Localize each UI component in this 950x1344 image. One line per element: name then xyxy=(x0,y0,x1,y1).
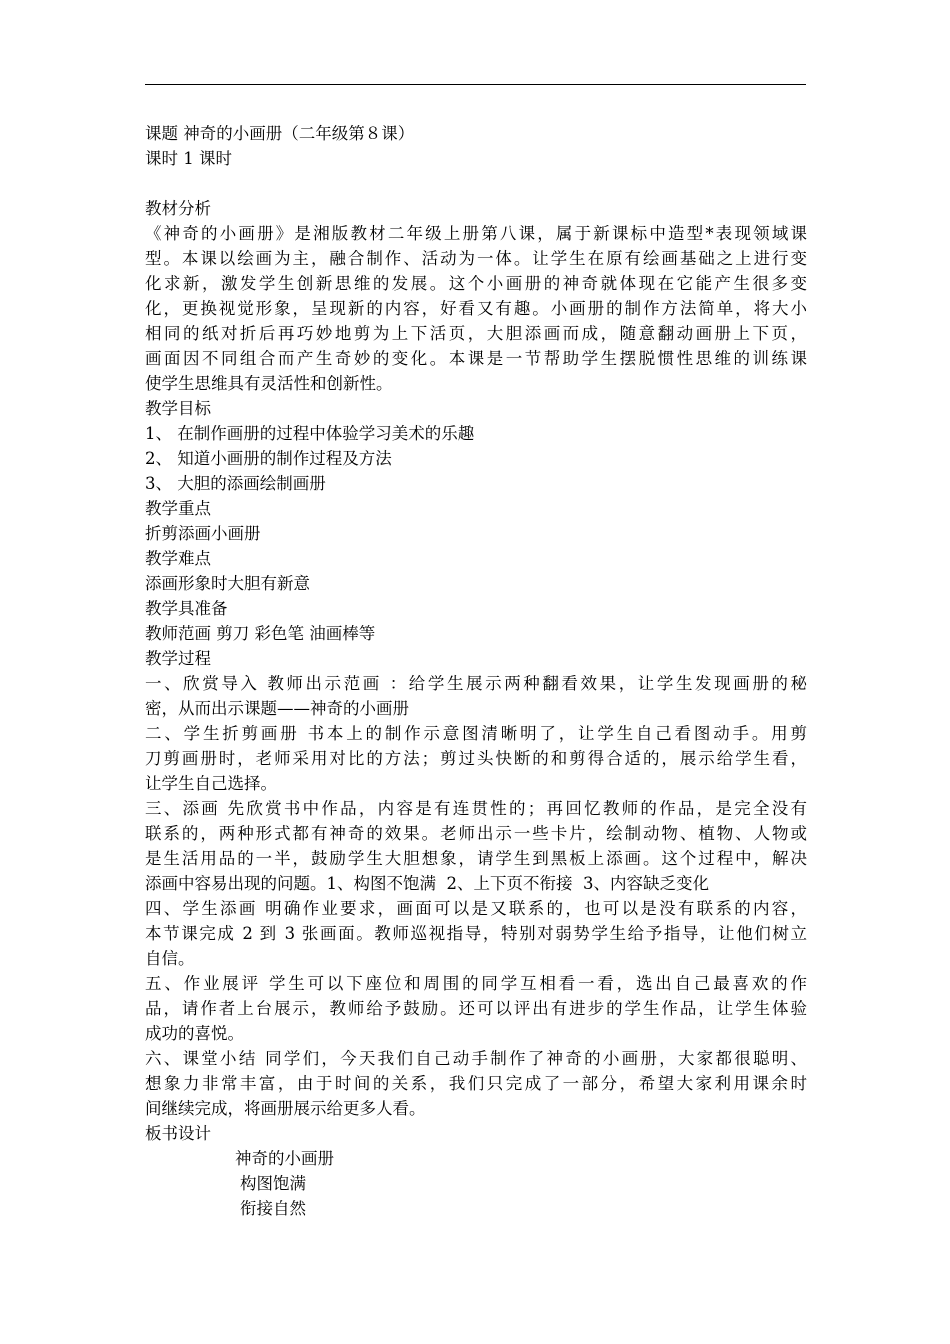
goal-item: 2、 知道小画册的制作过程及方法 xyxy=(145,449,392,468)
analysis-line: 《神奇的小画册》是湘版教材二年级上册第八课，属于新课标中造型*表现领域课 xyxy=(145,224,807,243)
analysis-line: 化，更换视觉形象，呈现新的内容，好看又有趣。小画册的制作方法简单，将大小 xyxy=(145,299,807,318)
process-heading: 教学过程 xyxy=(145,649,211,668)
analysis-line: 画面因不同组合而产生奇妙的变化。本课是一节帮助学生摆脱惯性思维的训练课 xyxy=(145,349,807,368)
analysis-line: 使学生思维具有灵活性和创新性。 xyxy=(145,374,393,393)
process-line: 五、作业展评 学生可以下座位和周围的同学互相看一看，选出自己最喜欢的作 xyxy=(145,974,807,993)
process-line: 成功的喜悦。 xyxy=(145,1024,244,1043)
process-line: 间继续完成，将画册展示给更多人看。 xyxy=(145,1099,426,1118)
board-item: 构图饱满 xyxy=(240,1174,306,1193)
document-body xyxy=(145,121,807,1221)
analysis-line: 型。本课以绘画为主，融合制作、活动为一体。让学生在原有绘画基础之上进行变 xyxy=(145,249,807,268)
process-line: 本节课完成 2 到 3 张画面。教师巡视指导，特别对弱势学生给予指导，让他们树立 xyxy=(145,924,807,943)
goal-item: 1、 在制作画册的过程中体验学习美术的乐趣 xyxy=(145,424,475,443)
key-point-heading: 教学重点 xyxy=(145,499,211,518)
process-line: 联系的，两种形式都有神奇的效果。老师出示一些卡片，绘制动物、植物、人物或 xyxy=(145,824,807,843)
process-line: 三、添画 先欣赏书中作品，内容是有连贯性的；再回忆教师的作品，是完全没有 xyxy=(145,799,807,818)
lesson-title: 课题 神奇的小画册（二年级第８课） xyxy=(145,124,415,143)
process-line: 是生活用品的一半，鼓励学生大胆想象，请学生到黑板上添画。这个过程中，解决 xyxy=(145,849,807,868)
process-line: 自信。 xyxy=(145,949,195,968)
process-line: 品，请作者上台展示，教师给予鼓励。还可以评出有进步的学生作品，让学生体验 xyxy=(145,999,807,1018)
process-line: 一、欣赏导入 教师出示范画 ：给学生展示两种翻看效果，让学生发现画册的秘 xyxy=(145,674,807,693)
analysis-heading: 教材分析 xyxy=(145,199,211,218)
analysis-line: 化求新，激发学生创新思维的发展。这个小画册的神奇就体现在它能产生很多变 xyxy=(145,274,807,293)
board-heading: 板书设计 xyxy=(145,1124,211,1143)
materials-heading: 教学具准备 xyxy=(145,599,228,618)
lesson-period: 课时 1 课时 xyxy=(145,149,232,168)
header-rule xyxy=(145,84,806,85)
process-line: 让学生自己选择。 xyxy=(145,774,277,793)
process-line: 密，从而出示课题——神奇的小画册 xyxy=(145,699,409,718)
materials-text: 教师范画 剪刀 彩色笔 油画棒等 xyxy=(145,624,376,643)
difficulty-text: 添画形象时大胆有新意 xyxy=(145,574,310,593)
process-line: 刀剪画册时，老师采用对比的方法；剪过头快断的和剪得合适的，展示给学生看， xyxy=(145,749,807,768)
goal-item: 3、 大胆的添画绘制画册 xyxy=(145,474,326,493)
goals-heading: 教学目标 xyxy=(145,399,211,418)
process-line: 四、学生添画 明确作业要求，画面可以是又联系的，也可以是没有联系的内容， xyxy=(145,899,807,918)
process-line: 二、学生折剪画册 书本上的制作示意图清晰明了，让学生自己看图动手。用剪 xyxy=(145,724,807,743)
board-item: 衔接自然 xyxy=(240,1199,306,1218)
spacer xyxy=(145,171,807,196)
process-line: 添画中容易出现的问题。1、构图不饱满 2、上下页不衔接 3、内容缺乏变化 xyxy=(145,874,709,893)
process-line: 想象力非常丰富，由于时间的关系，我们只完成了一部分，希望大家利用课余时 xyxy=(145,1074,807,1093)
analysis-line: 相同的纸对折后再巧妙地剪为上下活页，大胆添画而成，随意翻动画册上下页， xyxy=(145,324,807,343)
key-point-text: 折剪添画小画册 xyxy=(145,524,261,543)
board-title: 神奇的小画册 xyxy=(235,1149,334,1168)
process-line: 六、课堂小结 同学们，今天我们自己动手制作了神奇的小画册，大家都很聪明、 xyxy=(145,1049,807,1068)
difficulty-heading: 教学难点 xyxy=(145,549,211,568)
